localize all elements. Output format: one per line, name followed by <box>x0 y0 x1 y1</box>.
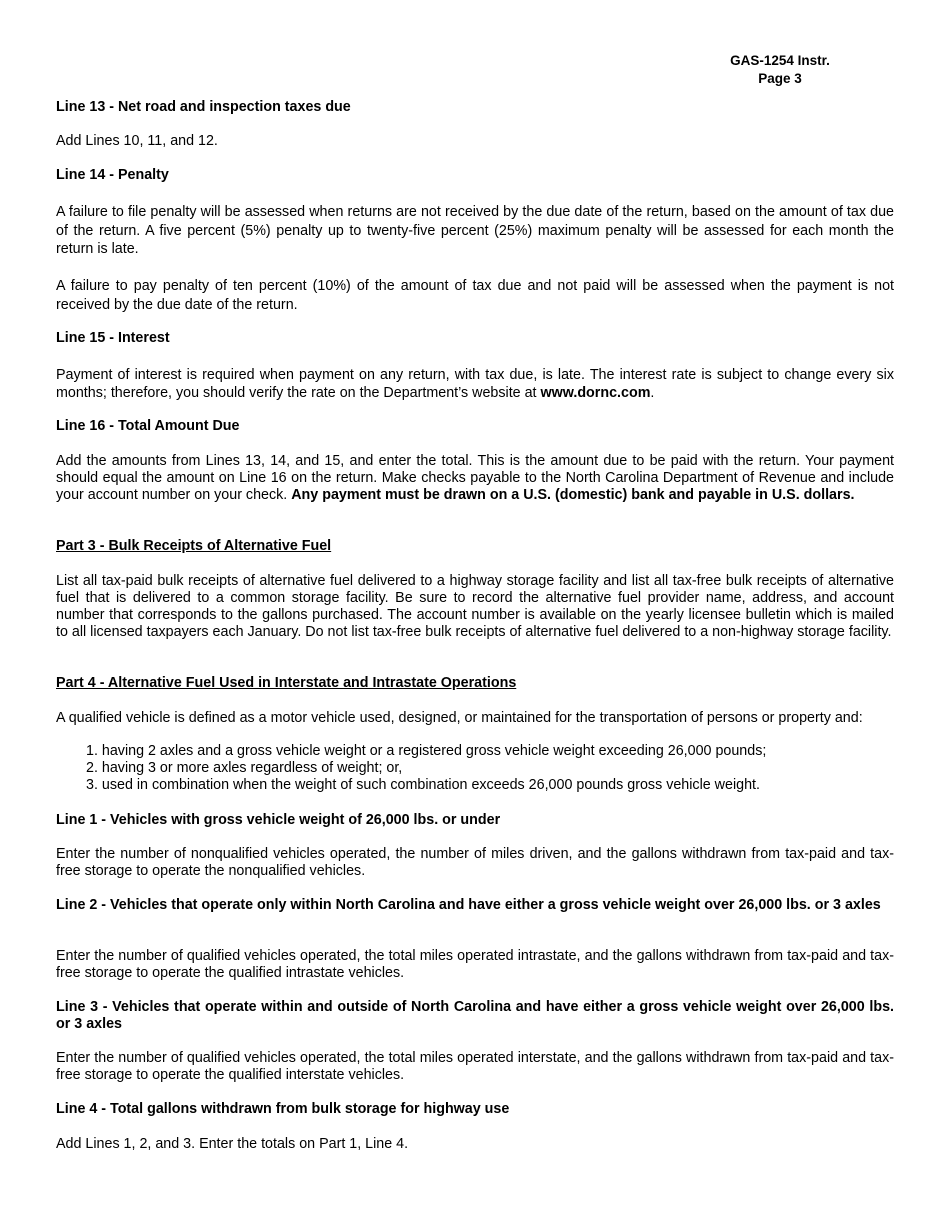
department-website: www.dornc.com <box>540 385 651 401</box>
line14-heading: Line 14 - Penalty <box>56 167 169 183</box>
list-item: 1. having 2 axles and a gross vehicle weight or a registered gross vehicle weight exceeding 26,000 pounds; <box>86 743 767 759</box>
line2-heading: Line 2 - Vehicles that operate only within North Carolina and have either a gross vehicle weight over 26,000 lbs. or 3 axles <box>56 897 881 913</box>
line2-paragraph: Enter the number of qualified vehicles operated, the total miles operated intrastate, and the gallons withdrawn from tax-paid and tax-free storage to operate the qualified intrastate vehicles. <box>56 948 894 981</box>
line16-bold-note: Any payment must be drawn on a U.S. (domestic) bank and payable in U.S. dollars. <box>291 487 855 503</box>
line15-text: Payment of interest is required when payment on any return, with tax due, is late. The interest rate is subject to change every six months; therefore, you should verify the rate on the Department’s website at <box>56 367 894 401</box>
line15-end: . <box>650 385 655 401</box>
line3-paragraph: Enter the number of qualified vehicles operated, the total miles operated interstate, and the gallons withdrawn from tax-paid and tax-free storage to operate the qualified interstate vehicles. <box>56 1050 894 1083</box>
part4-heading: Part 4 - Alternative Fuel Used in Interstate and Intrastate Operations <box>56 675 517 691</box>
line4-heading: Line 4 - Total gallons withdrawn from bulk storage for highway use <box>56 1101 510 1117</box>
line16-heading: Line 16 - Total Amount Due <box>56 418 240 434</box>
line16-paragraph <box>56 453 894 504</box>
page-number: Page 3 <box>758 71 802 86</box>
qualified-vehicle-list <box>56 743 894 794</box>
line1-paragraph: Enter the number of nonqualified vehicles operated, the number of miles driven, and the gallons withdrawn from tax-paid and tax-free storage to operate the nonqualified vehicles. <box>56 846 894 879</box>
line4-paragraph: Add Lines 1, 2, and 3. Enter the totals on Part 1, Line 4. <box>56 1136 409 1152</box>
list-item: 2. having 3 or more axles regardless of weight; or, <box>86 760 403 776</box>
part3-paragraph: List all tax-paid bulk receipts of alternative fuel delivered to a highway storage facility and list all tax-free bulk receipts of alternative fuel that is delivered to a common storage facility. Be sure to record the alternative fuel provider name, address, and account number that corresponds to the gallons purchased. The account number is available on the yearly licensee bulletin which is mailed to all licensed taxpayers each January. Do not list tax-free bulk receipts of alternative fuel delivered to a non-highway storage facility. <box>56 573 894 640</box>
form-number: GAS-1254 Instr. <box>730 53 830 68</box>
line15-paragraph <box>56 366 894 402</box>
part3-heading: Part 3 - Bulk Receipts of Alternative Fuel <box>56 538 332 554</box>
line14-paragraph-1: A failure to file penalty will be assessed when returns are not received by the due date of the return, based on the amount of tax due of the return. A five percent (5%) penalty up to twenty-five percent (25%) maximum penalty will be assessed for each month the return is late. <box>56 204 894 257</box>
part4-paragraph: A qualified vehicle is defined as a motor vehicle used, designed, or maintained for the transportation of persons or property and: <box>56 710 863 726</box>
page-header <box>730 52 830 88</box>
line1-heading: Line 1 - Vehicles with gross vehicle weight of 26,000 lbs. or under <box>56 812 501 828</box>
list-item: 3. used in combination when the weight of such combination exceeds 26,000 pounds gross vehicle weight. <box>86 777 760 793</box>
line13-text: Add Lines 10, 11, and 12. <box>56 133 218 149</box>
line15-heading: Line 15 - Interest <box>56 330 170 346</box>
line14-paragraph-2: A failure to pay penalty of ten percent (10%) of the amount of tax due and not paid will be assessed when the payment is not received by the due date of the return. <box>56 278 894 313</box>
line16-text: Add the amounts from Lines 13, 14, and 15, and enter the total. This is the amount due to be paid with the return. Your payment should equal the amount on Line 16 on the return. Make checks payable to the North Carolina Department of Revenue and include your account number on your check. <box>56 453 894 503</box>
line3-heading: Line 3 - Vehicles that operate within and outside of North Carolina and have either a gross vehicle weight over 26,000 lbs. or 3 axles <box>56 999 894 1032</box>
line13-heading: Line 13 - Net road and inspection taxes due <box>56 99 351 115</box>
